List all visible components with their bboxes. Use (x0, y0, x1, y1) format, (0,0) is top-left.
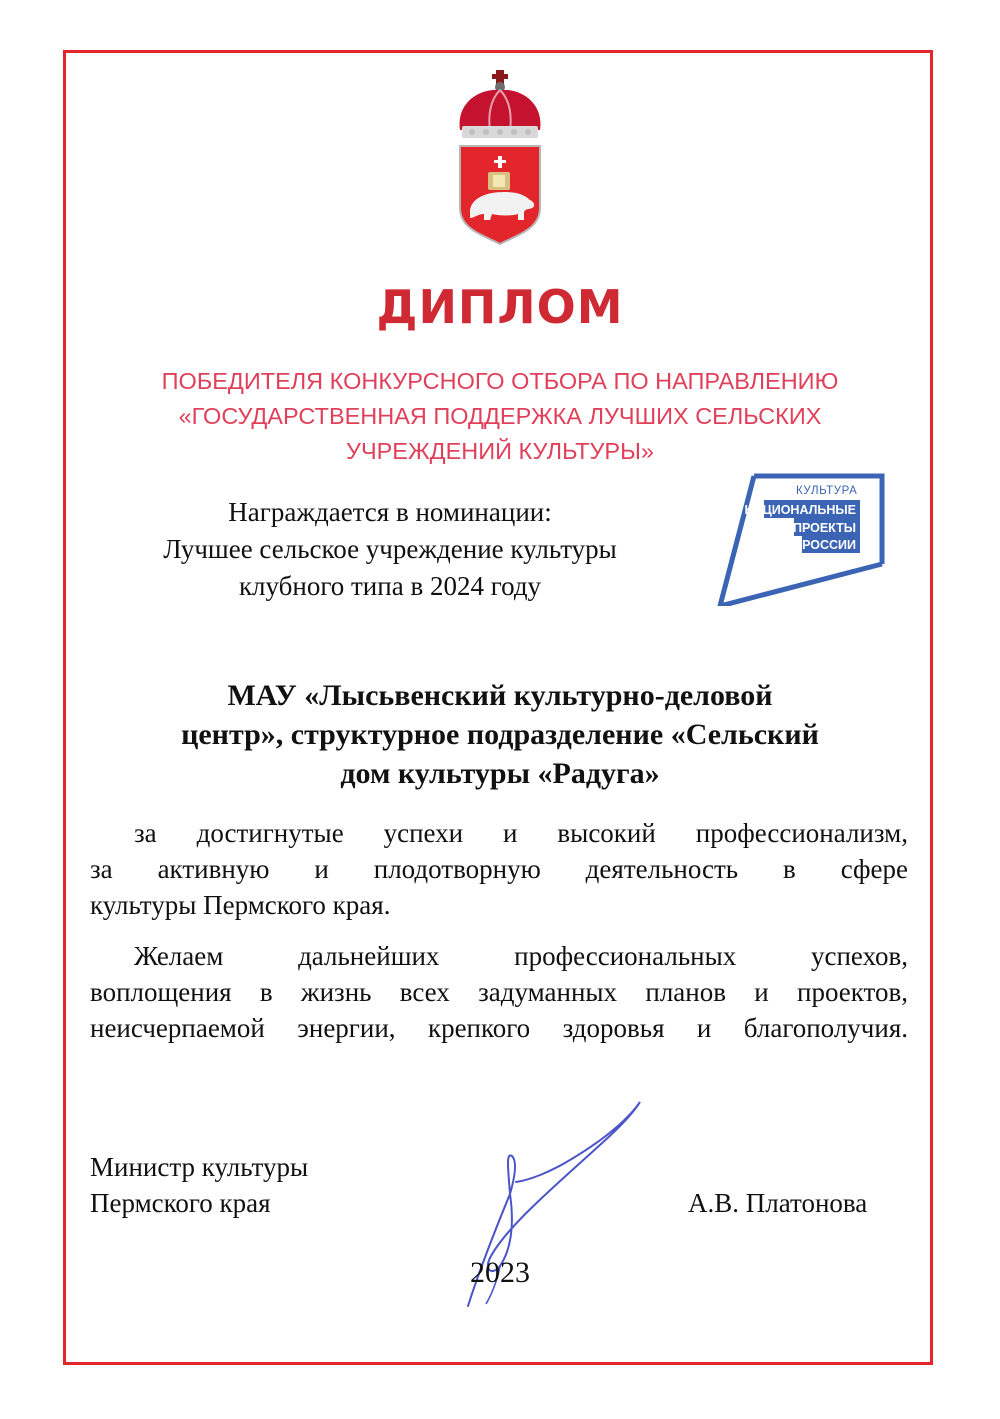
logo-line: РОССИИ (802, 538, 856, 552)
organization-line: дом культуры «Радуга» (340, 757, 660, 790)
award-reason-paragraph (90, 815, 908, 923)
nomination-block (90, 494, 690, 605)
logo-top-text: КУЛЬТУРА (796, 485, 858, 497)
paragraph-line: культуры Пермского края. (90, 890, 391, 920)
nomination-line: Награждается в номинации: (228, 497, 552, 527)
organization-line: МАУ «Лысьвенский культурно-деловой (227, 679, 773, 712)
logo-line: ПРОЕКТЫ (792, 521, 856, 535)
logo-line: НАЦИОНАЛЬНЫЕ (744, 503, 856, 517)
paragraph-line: за активную и плодотворную деятельность в сфере (90, 854, 908, 884)
minister-line: Пермского края (90, 1188, 271, 1218)
paragraph-line: воплощения в жизнь всех задуманных планов и проектов, (90, 977, 908, 1007)
paragraph-line: неисчерпаемой энергии, крепкого здоровья и благополучия. (90, 1013, 908, 1043)
subtitle-line: «ГОСУДАРСТВЕННАЯ ПОДДЕРЖКА ЛУЧШИХ СЕЛЬСКИХ (178, 403, 822, 429)
diploma-title: ДИПЛОМ (376, 280, 624, 334)
wishes-paragraph (90, 938, 908, 1046)
awarded-organization (80, 676, 920, 793)
minister-line: Министр культуры (90, 1152, 309, 1182)
nomination-line: Лучшее сельское учреждение культуры (163, 534, 617, 564)
subtitle-line: ПОБЕДИТЕЛЯ КОНКУРСНОГО ОТБОРА ПО НАПРАВЛЕНИЮ (161, 368, 839, 394)
minister-title (90, 1149, 308, 1221)
paragraph-line: Желаем дальнейших профессиональных успехов, (134, 941, 908, 971)
signer-name: А.В. Платонова (688, 1188, 868, 1218)
nomination-line: клубного типа в 2024 году (238, 571, 542, 601)
national-projects-logo (716, 468, 886, 606)
perm-krai-coat-of-arms-icon (446, 68, 554, 246)
paragraph-line: за достигнутые успехи и высокий профессионализм, (134, 818, 908, 848)
subtitle-line: УЧРЕЖДЕНИЙ КУЛЬТУРЫ» (346, 438, 654, 464)
diploma-year: 2023 (470, 1256, 530, 1289)
diploma-subtitle (100, 364, 900, 469)
organization-line: центр», структурное подразделение «Сельский (181, 718, 819, 751)
